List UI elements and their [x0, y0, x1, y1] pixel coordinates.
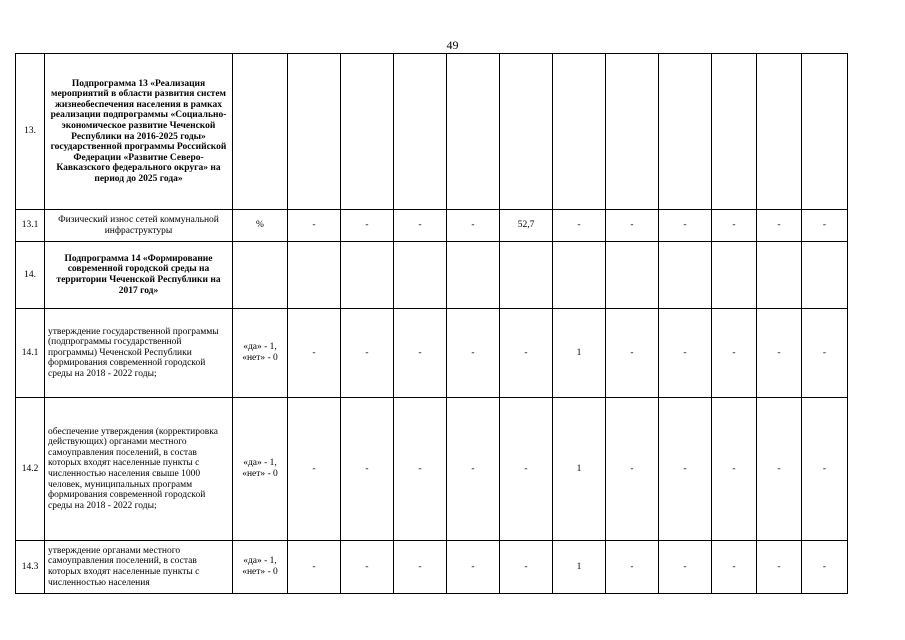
value-cell: -	[288, 210, 341, 242]
value-cell: -	[447, 309, 500, 398]
value-cell: -	[500, 309, 553, 398]
value-cell: -	[447, 541, 500, 594]
value-cell: -	[757, 309, 802, 398]
value-cell	[606, 54, 659, 210]
value-cell	[553, 54, 606, 210]
value-cell: -	[341, 541, 394, 594]
value-cell: -	[447, 210, 500, 242]
value-cell: -	[712, 398, 757, 541]
row-unit: «да» - 1, «нет» - 0	[233, 398, 288, 541]
value-cell: -	[712, 541, 757, 594]
value-cell	[500, 54, 553, 210]
value-cell	[500, 242, 553, 309]
row-number: 14.3	[16, 541, 45, 594]
value-cell: -	[802, 210, 848, 242]
value-cell	[341, 242, 394, 309]
row-name: Подпрограмма 14 «Формирование современной городской среды на территории Чеченской Республики на 2017 год»	[45, 242, 233, 309]
value-cell: 1	[553, 398, 606, 541]
value-cell: -	[500, 541, 553, 594]
value-cell: -	[288, 309, 341, 398]
value-cell: -	[394, 210, 447, 242]
value-cell	[394, 54, 447, 210]
row-name: утверждение органами местного самоуправления поселений, в состав которых входят населенные пункты с численностью населения	[45, 541, 233, 594]
page-number: 49	[446, 38, 459, 52]
value-cell: -	[757, 541, 802, 594]
value-cell: -	[712, 309, 757, 398]
value-cell	[757, 242, 802, 309]
row-unit: %	[233, 210, 288, 242]
value-cell: -	[757, 398, 802, 541]
value-cell: -	[288, 398, 341, 541]
value-cell	[659, 242, 712, 309]
indicators-table	[15, 53, 848, 594]
table-row	[16, 242, 848, 309]
row-unit	[233, 242, 288, 309]
row-number: 14.1	[16, 309, 45, 398]
value-cell: -	[802, 309, 848, 398]
value-cell: -	[394, 309, 447, 398]
value-cell	[606, 242, 659, 309]
value-cell: -	[394, 398, 447, 541]
table-row	[16, 541, 848, 594]
value-cell: 1	[553, 309, 606, 398]
value-cell: -	[606, 541, 659, 594]
row-name: Подпрограмма 13 «Реализация мероприятий в области развития систем жизнеобеспечения населения в рамках реализации подпрограммы «Социально-экономическое развитие Чеченской Республики на 2016-2025 годы» государственной программы Российской Федерации «Развитие Северо-Кавказского федерального округа» на период до 2025 года»	[45, 54, 233, 210]
value-cell	[757, 54, 802, 210]
value-cell: -	[659, 210, 712, 242]
row-number: 13.1	[16, 210, 45, 242]
table-row	[16, 398, 848, 541]
value-cell: -	[802, 398, 848, 541]
value-cell	[553, 242, 606, 309]
table-row	[16, 309, 848, 398]
value-cell: -	[341, 398, 394, 541]
value-cell: -	[712, 210, 757, 242]
value-cell: -	[659, 398, 712, 541]
value-cell: 52,7	[500, 210, 553, 242]
value-cell	[659, 54, 712, 210]
row-unit: «да» - 1, «нет» - 0	[233, 309, 288, 398]
row-number: 14.	[16, 242, 45, 309]
table-row	[16, 54, 848, 210]
value-cell	[802, 54, 848, 210]
row-number: 14.2	[16, 398, 45, 541]
value-cell	[712, 242, 757, 309]
value-cell: 1	[553, 541, 606, 594]
value-cell: -	[606, 398, 659, 541]
row-number: 13.	[16, 54, 45, 210]
value-cell	[802, 242, 848, 309]
value-cell: -	[802, 541, 848, 594]
value-cell: -	[659, 309, 712, 398]
value-cell	[712, 54, 757, 210]
row-name: утверждение государственной программы (подпрограммы государственной программы) Чеченской Республики формирования современной городской среды на 2018 - 2022 годы;	[45, 309, 233, 398]
row-unit: «да» - 1, «нет» - 0	[233, 541, 288, 594]
value-cell: -	[447, 398, 500, 541]
value-cell	[341, 54, 394, 210]
value-cell: -	[341, 210, 394, 242]
value-cell	[288, 54, 341, 210]
value-cell: -	[606, 210, 659, 242]
row-unit	[233, 54, 288, 210]
value-cell	[447, 54, 500, 210]
value-cell: -	[659, 541, 712, 594]
value-cell	[447, 242, 500, 309]
table-row	[16, 210, 848, 242]
value-cell	[394, 242, 447, 309]
value-cell	[288, 242, 341, 309]
row-name: Физический износ сетей коммунальной инфраструктуры	[45, 210, 233, 242]
row-name: обеспечение утверждения (корректировка действующих) органами местного самоуправления поселений, в состав которых входят населенные пункты с численностью населения свыше 1000 человек, муниципальных программ формирования современной городской среды на 2018 - 2022 годы;	[45, 398, 233, 541]
value-cell: -	[757, 210, 802, 242]
value-cell: -	[553, 210, 606, 242]
value-cell: -	[394, 541, 447, 594]
value-cell: -	[500, 398, 553, 541]
value-cell: -	[341, 309, 394, 398]
value-cell: -	[606, 309, 659, 398]
value-cell: -	[288, 541, 341, 594]
